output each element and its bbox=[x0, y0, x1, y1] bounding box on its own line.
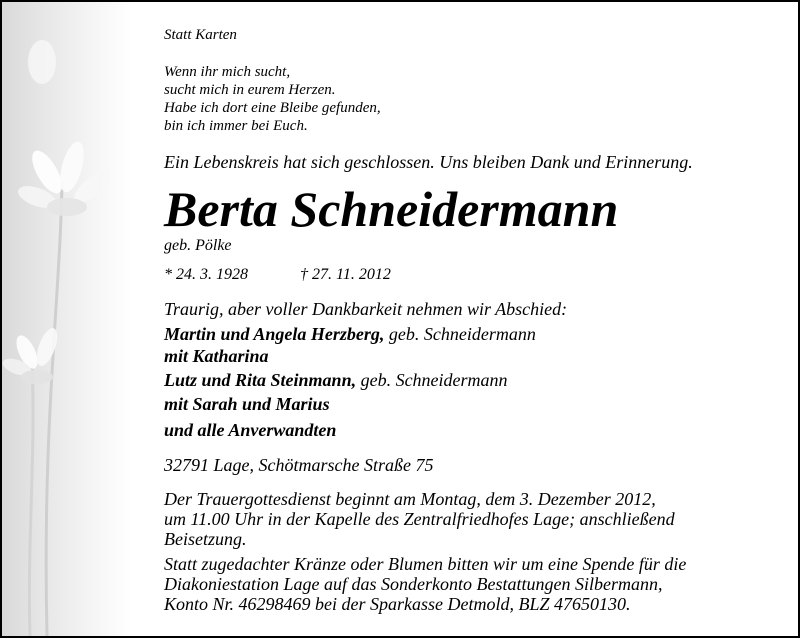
intro-text: Ein Lebenskreis hat sich geschlossen. Uns bleiben Dank und Erinnerung. bbox=[164, 152, 693, 172]
donation-line: Diakoniestation Lage auf das Sonderkonto Bestattungen Silbermann, bbox=[164, 574, 663, 594]
death-date: † 27. 11. 2012 bbox=[300, 266, 391, 283]
deceased-name: Berta Schneidermann bbox=[164, 181, 619, 237]
service-line: Beisetzung. bbox=[164, 529, 247, 549]
donation-line: Statt zugedachter Kränze oder Blumen bitten wir um eine Spende für die bbox=[164, 554, 687, 574]
mourner-names: Martin und Angela Herzberg, bbox=[164, 324, 385, 344]
service-line: um 11.00 Uhr in der Kapelle des Zentralfriedhofes Lage; anschließend bbox=[164, 509, 675, 529]
poem-line: bin ich immer bei Euch. bbox=[164, 118, 308, 134]
address: 32791 Lage, Schötmarsche Straße 75 bbox=[164, 455, 434, 475]
poem-line: Habe ich dort eine Bleibe gefunden, bbox=[164, 100, 381, 116]
maiden-name: geb. Pölke bbox=[164, 237, 232, 254]
header-text: Statt Karten bbox=[164, 27, 237, 43]
mourner-names: Lutz und Rita Steinmann, bbox=[164, 370, 357, 390]
mourner-line: mit Sarah und Marius bbox=[164, 394, 330, 414]
mourner-maiden: geb. Schneidermann bbox=[356, 370, 508, 390]
flower-icon bbox=[2, 2, 132, 636]
mourner-maiden: geb. Schneidermann bbox=[384, 324, 536, 344]
poem-line: sucht mich in eurem Herzen. bbox=[164, 82, 336, 98]
mourner-line: mit Katharina bbox=[164, 346, 269, 366]
birth-date: * 24. 3. 1928 bbox=[164, 266, 248, 283]
mourner-line bbox=[164, 324, 536, 345]
flower-photo bbox=[2, 2, 132, 636]
mourners-intro: Traurig, aber voller Dankbarkeit nehmen wir Abschied: bbox=[164, 299, 568, 319]
service-line: Der Trauergottesdienst beginnt am Montag, dem 3. Dezember 2012, bbox=[164, 489, 656, 509]
poem-line: Wenn ihr mich sucht, bbox=[164, 64, 291, 80]
mourner-line bbox=[164, 370, 508, 391]
donation-line: Konto Nr. 46298469 bei der Sparkasse Detmold, BLZ 47650130. bbox=[164, 594, 631, 614]
mourner-line: und alle Anverwandten bbox=[164, 420, 337, 440]
